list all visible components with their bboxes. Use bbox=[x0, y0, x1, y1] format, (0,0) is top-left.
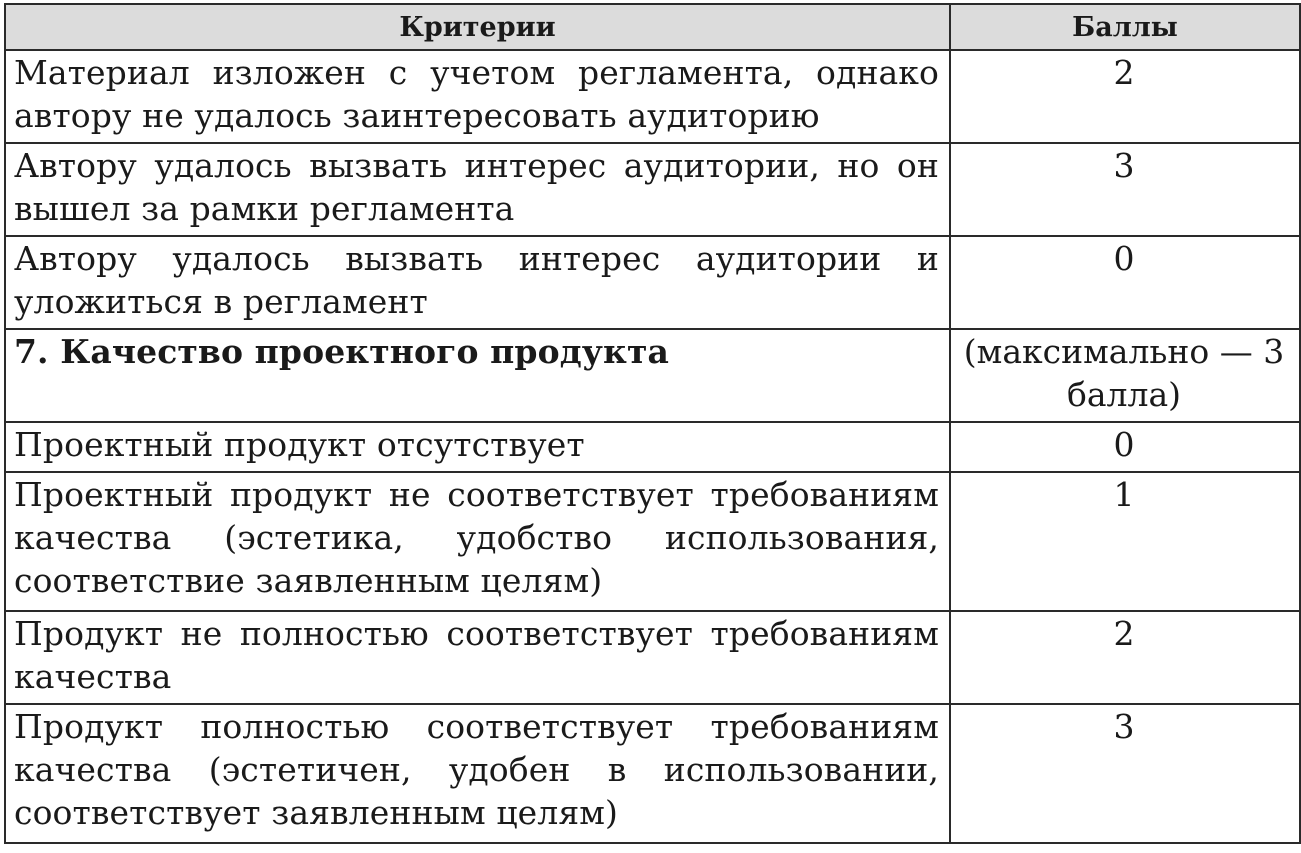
points-cell: 2 bbox=[950, 611, 1300, 704]
criteria-table bbox=[4, 3, 1301, 844]
criterion-cell: Продукт полностью соответствует требованиям качества (эстетичен, удобен в использовании, соответствует заявленным целям) bbox=[5, 704, 950, 843]
criterion-cell: Материал изложен с учетом регламента, однако автору не удалось заинтересовать аудиторию bbox=[5, 50, 950, 143]
table-row bbox=[5, 704, 1300, 843]
table-row bbox=[5, 611, 1300, 704]
table-row bbox=[5, 422, 1300, 472]
table-row bbox=[5, 236, 1300, 329]
points-cell: 0 bbox=[950, 236, 1300, 329]
column-header-points: Баллы bbox=[950, 4, 1300, 50]
criterion-cell: Автору удалось вызвать интерес аудитории, но он вышел за рамки регламента bbox=[5, 143, 950, 236]
criterion-cell: Автору удалось вызвать интерес аудитории и уложиться в регламент bbox=[5, 236, 950, 329]
criterion-cell: Проектный продукт отсутствует bbox=[5, 422, 950, 472]
section-max-points: (максимально — 3 балла) bbox=[950, 329, 1300, 422]
criterion-cell: Проектный продукт не соответствует требованиям качества (эстетика, удобство использования, соответствие заявленным целям) bbox=[5, 472, 950, 611]
points-cell: 1 bbox=[950, 472, 1300, 611]
column-header-criteria: Критерии bbox=[5, 4, 950, 50]
table-header-row bbox=[5, 4, 1300, 50]
points-cell: 3 bbox=[950, 704, 1300, 843]
points-cell: 0 bbox=[950, 422, 1300, 472]
section-heading-row bbox=[5, 329, 1300, 422]
section-title: 7. Качество проектного продукта bbox=[5, 329, 950, 422]
points-cell: 2 bbox=[950, 50, 1300, 143]
criterion-cell: Продукт не полностью соответствует требованиям качества bbox=[5, 611, 950, 704]
table-row bbox=[5, 50, 1300, 143]
table-row bbox=[5, 143, 1300, 236]
points-cell: 3 bbox=[950, 143, 1300, 236]
table-row bbox=[5, 472, 1300, 611]
